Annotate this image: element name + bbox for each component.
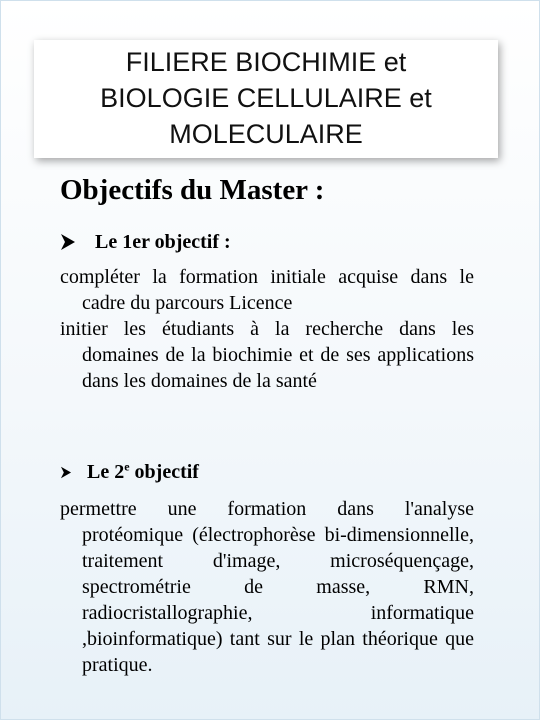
arrow-bullet-icon (60, 466, 72, 479)
objective-2-paragraph: permettre une formation dans l'analyse protéomique (électrophorèse bi-dimensionnelle, traitement d'image, microséquençage, spectrométrie de masse, RMN, radiocristallographie, informatique ,bioinformatique) tant sur le plan théorique que pratique. (60, 498, 474, 676)
objective-1-paragraph-2: initier les étudiants à la recherche dans les domaines de la biochimie et de ses applications dans les domaines de la santé (60, 318, 474, 392)
title-line-2: BIOLOGIE CELLULAIRE et (100, 83, 432, 113)
objective-1-paragraph-1: compléter la formation initiale acquise dans le cadre du parcours Licence (60, 266, 474, 314)
objective-2-label-suffix: objectif (129, 460, 199, 483)
title-line-3: MOLECULAIRE (169, 119, 363, 149)
arrow-bullet-icon (60, 233, 76, 251)
objective-2-label-prefix: Le 2 (87, 460, 125, 483)
objective-2-label (87, 461, 199, 484)
slide-title (34, 44, 498, 152)
objective-1-bullet (60, 230, 231, 254)
section-heading: Objectifs du Master : (60, 174, 325, 206)
objective-2-label-sup: e (124, 459, 130, 474)
objective-1-label: Le 1er objectif : (95, 230, 231, 253)
objective-2-bullet (60, 460, 199, 484)
title-line-1: FILIERE BIOCHIMIE et (125, 47, 407, 77)
